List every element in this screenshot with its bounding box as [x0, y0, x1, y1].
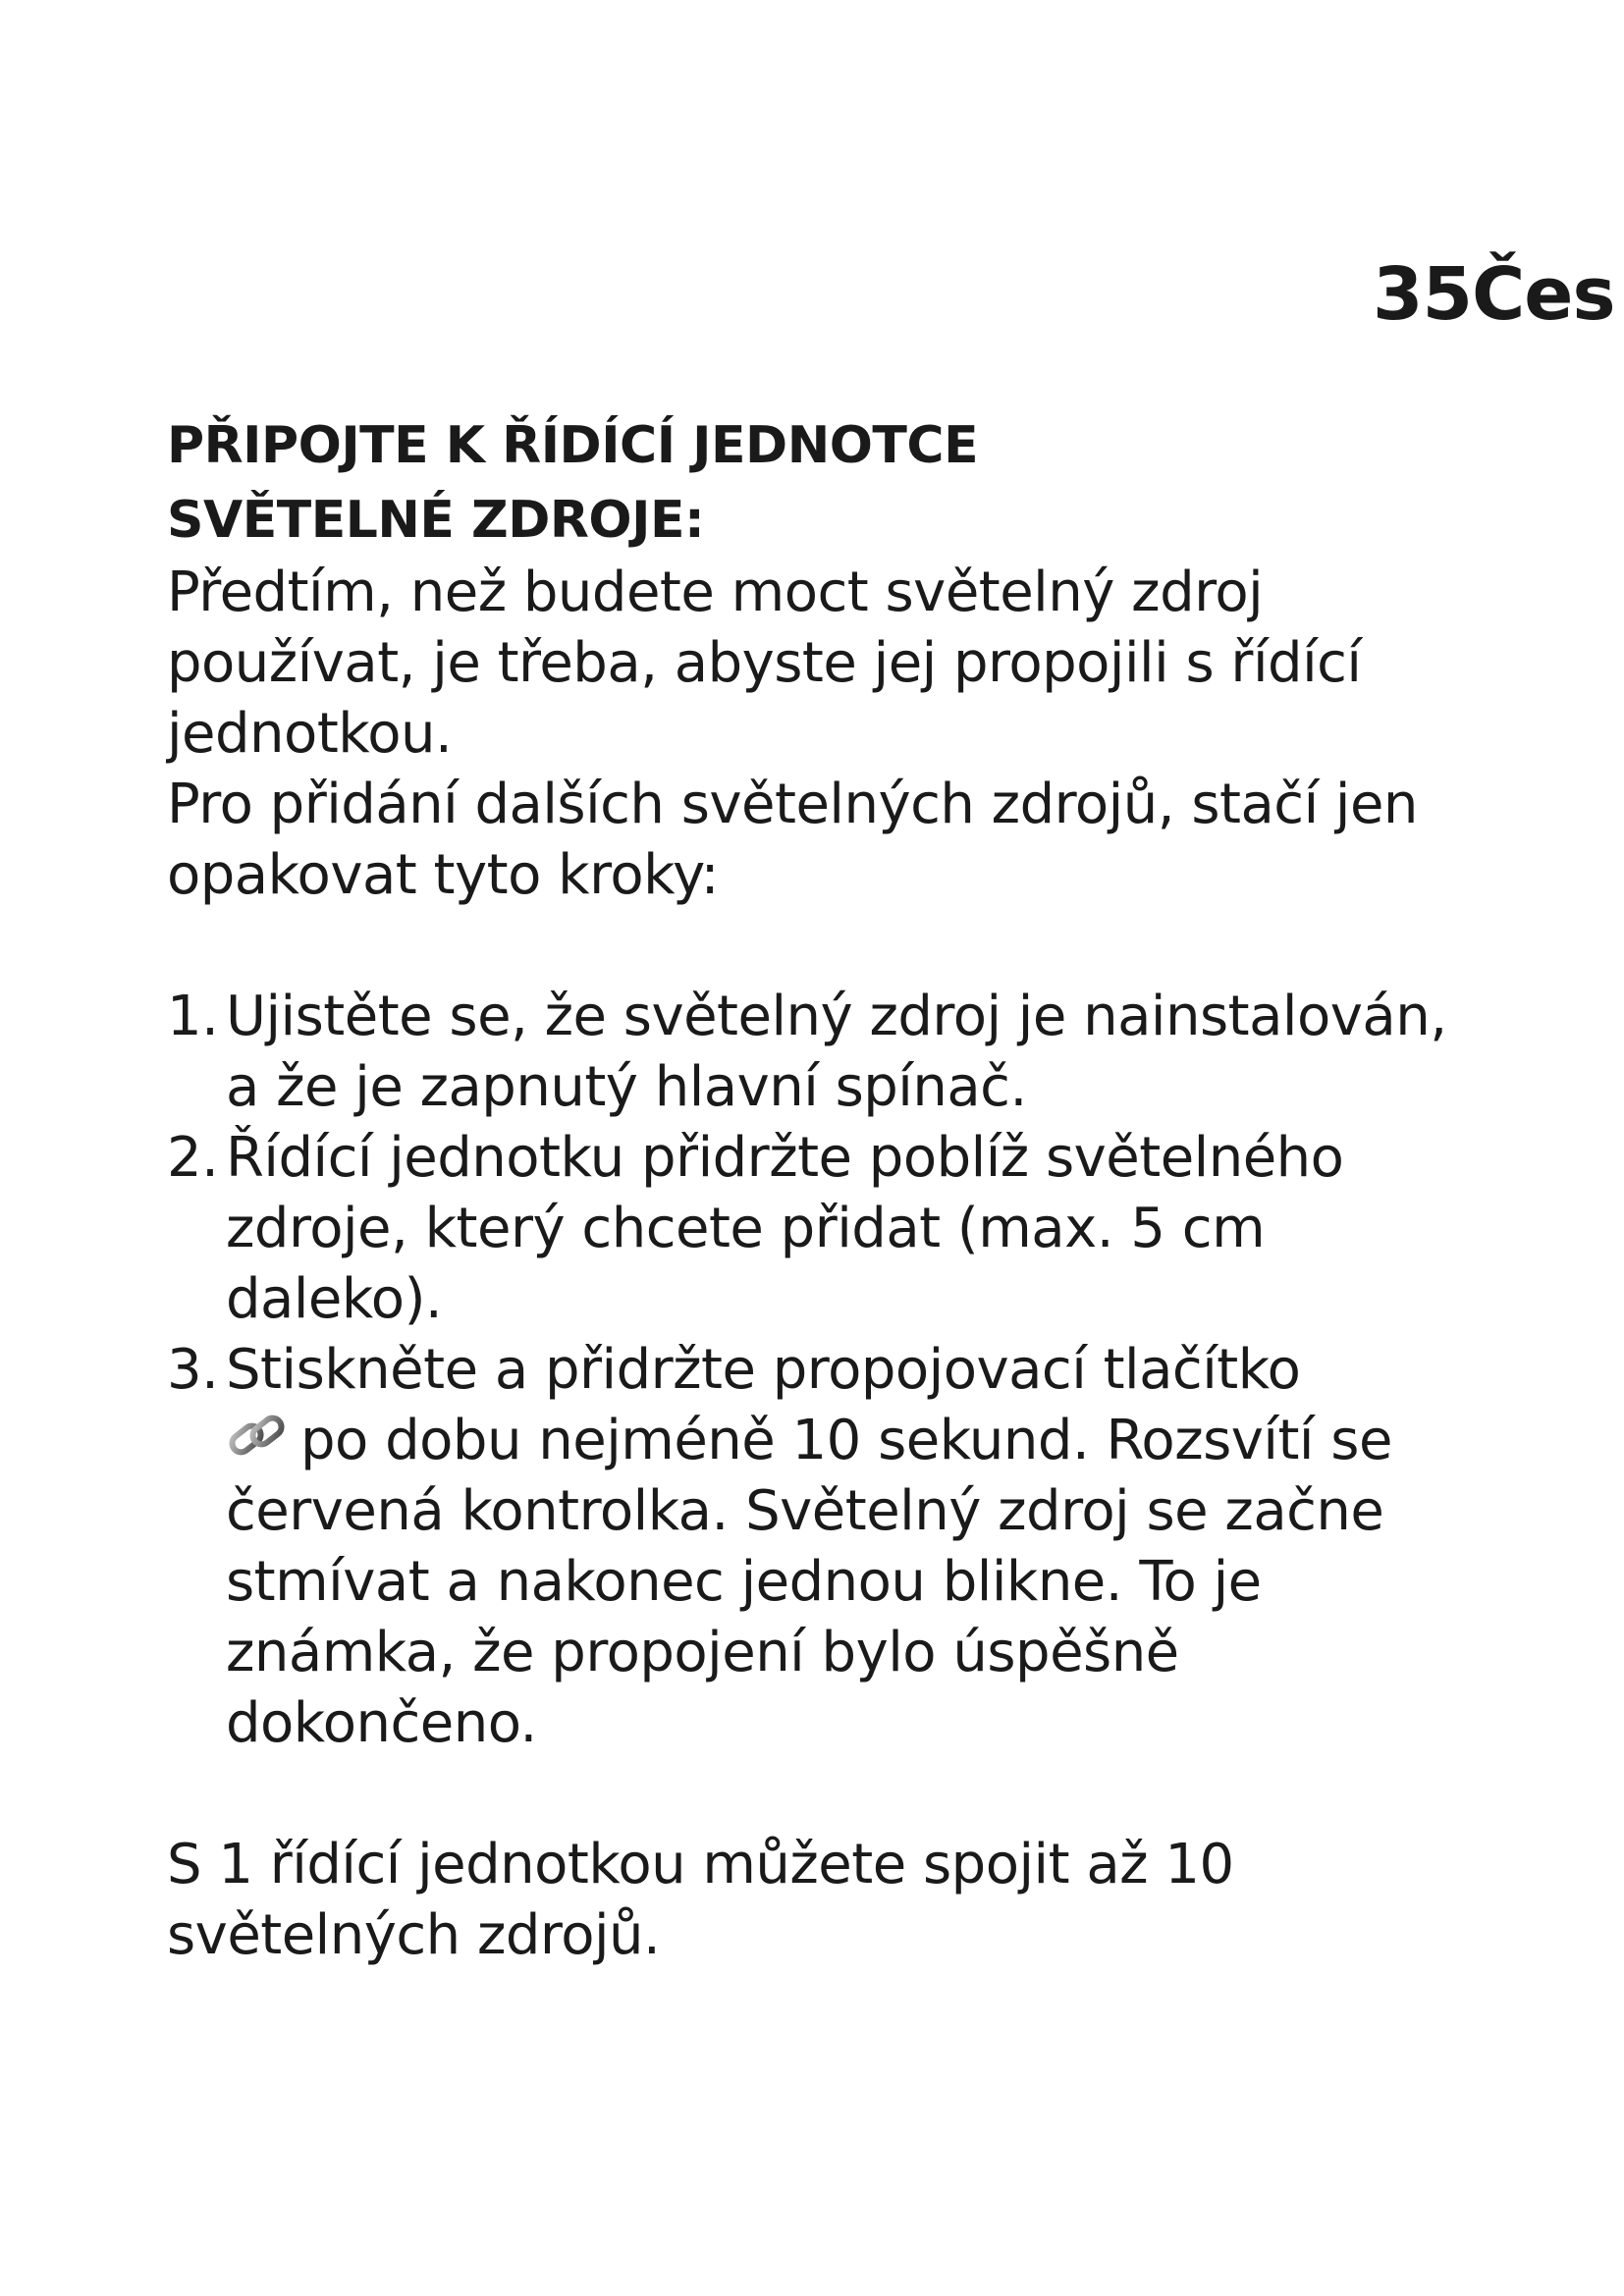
spacer — [167, 911, 1483, 982]
intro-paragraph: Předtím, než budete moct světelný zdroj používat, je třeba, abyste jej propojili s řídící jednotkou. — [167, 561, 1362, 766]
step-text: Řídící jednotku přidržte poblíž světelného zdroje, který chcete přidat (max. 5 cm daleko). — [226, 1126, 1344, 1331]
step-text-after-icon: po dobu nejméně 10 sekund. Rozsvítí se červená kontrolka. Světelný zdroj se začne stmívat a nakonec jednou blikne. To je známka, že propojení bylo úspěšně dokončeno. — [226, 1409, 1392, 1755]
step-item — [167, 1335, 1483, 1759]
step-number: 2. — [167, 1126, 219, 1190]
page-number-header: 35Čes — [1373, 252, 1615, 337]
step-item — [167, 982, 1483, 1123]
step-item — [167, 1123, 1483, 1335]
link-icon — [226, 1410, 289, 1465]
step-number: 3. — [167, 1338, 219, 1402]
footer-note: S 1 řídící jednotkou můžete spojit až 10 světelných zdrojů. — [167, 1833, 1234, 1967]
repeat-note: Pro přidání dalších světelných zdrojů, stačí jen opakovat tyto kroky: — [167, 773, 1418, 907]
step-text: Ujistěte se, že světelný zdroj je nainstalován, a že je zapnutý hlavní spínač. — [226, 985, 1447, 1119]
section-heading-line1: PŘIPOJTE K ŘÍDÍCÍ JEDNOTCE — [167, 416, 979, 475]
section-heading-line2: SVĚTELNÉ ZDROJE: — [167, 491, 705, 550]
instruction-section — [167, 408, 1483, 1971]
section-heading — [167, 408, 1483, 558]
step-text-before-icon: Stiskněte a přidržte propojovací tlačítko — [226, 1338, 1301, 1402]
steps-list — [167, 982, 1483, 1759]
spacer — [167, 1759, 1483, 1830]
step-number: 1. — [167, 985, 219, 1048]
